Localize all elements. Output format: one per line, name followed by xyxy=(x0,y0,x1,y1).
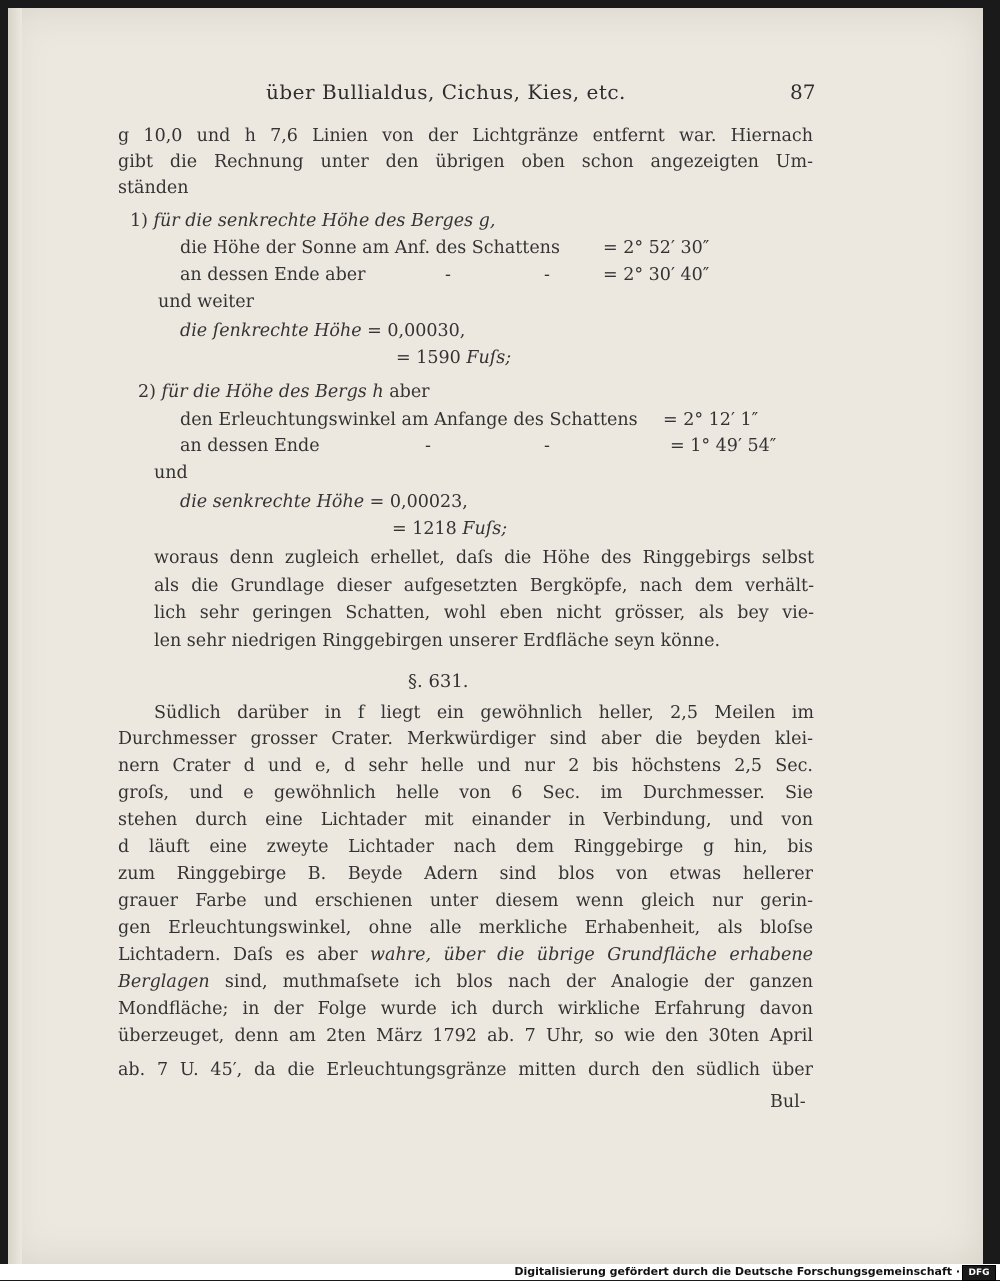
text-line: stehen durch eine Lichtader mit einander in Verbindung, und von xyxy=(118,810,813,830)
catchword: Bul- xyxy=(770,1092,806,1112)
ditto-mark: - xyxy=(445,265,451,285)
text-line xyxy=(118,974,813,992)
formula-value: = 2° 52′ 30″ xyxy=(603,238,710,258)
italic-text: wahre, über die übrige Grundfläche erhabene xyxy=(370,945,813,965)
text-line: grauer Farbe und erschienen unter diesem wenn gleich nur gerin- xyxy=(118,891,813,911)
formula-value: = 1° 49′ 54″ xyxy=(670,436,777,456)
formula-line xyxy=(180,323,465,341)
text-line: len sehr niedrigen Ringgebirgen unserer Erdfläche seyn könne. xyxy=(154,631,721,651)
formula-line xyxy=(392,521,507,539)
text-line: gibt die Rechnung unter den übrigen oben schon angezeigten Um- xyxy=(118,152,813,172)
footer-credit: Digitalisierung gefördert durch die Deutsche Forschungsgemeinschaft · xyxy=(514,1265,960,1278)
item-number: 2) xyxy=(138,382,162,402)
text-line: und weiter xyxy=(158,292,254,312)
item-number: 1) xyxy=(130,211,154,231)
formula-label: an dessen Ende aber xyxy=(180,265,366,285)
formula-heading xyxy=(130,213,495,231)
text-line: Südlich darüber in f liegt ein gewöhnlich heller, 2,5 Meilen im xyxy=(154,703,814,723)
text-line xyxy=(118,947,813,965)
text-line: überzeuget, denn am 2ten März 1792 ab. 7 Uhr, so wie den 30ten April xyxy=(118,1026,813,1046)
text-line: ab. 7 U. 45′, da die Erleuchtungsgränze mitten durch den südlich über xyxy=(118,1060,813,1080)
text-line: groſs, und e gewöhnlich helle von 6 Sec. im Durchmesser. Sie xyxy=(118,783,813,803)
italic-text: für die Höhe des Bergs h xyxy=(161,382,384,402)
text-line: und xyxy=(154,463,188,483)
text-line: Durchmesser grosser Crater. Merkwürdiger sind aber die beyden klei- xyxy=(118,729,813,749)
text-fragment: aber xyxy=(383,382,430,402)
formula-value: = 1590 xyxy=(396,348,467,368)
dfg-logo: DFG xyxy=(962,1265,996,1281)
ditto-mark: - xyxy=(544,436,550,456)
text-line: Mondfläche; in der Folge wurde ich durch wirkliche Erfahrung davon xyxy=(118,999,813,1019)
formula-value: = 2° 30′ 40″ xyxy=(603,265,710,285)
footer-bar xyxy=(0,1264,1000,1280)
italic-text: Fuſs; xyxy=(466,348,512,368)
text-line: ständen xyxy=(118,178,189,198)
text-line: lich sehr geringen Schatten, wohl eben nicht grösser, als bey vie- xyxy=(154,603,814,623)
text-line: als die Grundlage dieser aufgesetzten Bergköpfe, nach dem verhält- xyxy=(154,576,814,596)
italic-text: für die senkrechte Höhe des Berges g, xyxy=(153,211,496,231)
formula-heading xyxy=(138,384,430,402)
page-fold-shadow xyxy=(8,8,22,1264)
page-number: 87 xyxy=(790,80,816,104)
text-line: woraus denn zugleich erhellet, daſs die Höhe des Ringgebirgs selbst xyxy=(154,548,814,568)
formula-value: = 1218 xyxy=(392,519,463,539)
ditto-mark: - xyxy=(425,436,431,456)
formula-label: die Höhe der Sonne am Anf. des Schattens xyxy=(180,238,560,258)
formula-line xyxy=(396,350,511,368)
text-line: g 10,0 und h 7,6 Linien von der Lichtgränze entfernt war. Hiernach xyxy=(118,126,813,146)
text-line: gen Erleuchtungswinkel, ohne alle merkliche Erhabenheit, als bloſse xyxy=(118,918,813,938)
italic-text: Berglagen xyxy=(118,972,210,992)
formula-value: = 0,00023, xyxy=(364,492,468,512)
text-line: nern Crater d und e, d sehr helle und nur 2 bis höchstens 2,5 Sec. xyxy=(118,756,813,776)
section-heading: §. 631. xyxy=(408,671,469,692)
text-fragment: Lichtadern. Daſs es aber xyxy=(118,945,371,965)
text-fragment: sind, muthmaſsete ich blos nach der Analogie der ganzen xyxy=(209,972,813,992)
ditto-mark: - xyxy=(544,265,550,285)
formula-label: an dessen Ende xyxy=(180,436,320,456)
italic-text: die ſenkrechte Höhe xyxy=(180,321,362,341)
formula-value: = 2° 12′ 1″ xyxy=(663,410,759,430)
text-line: d läuft eine zweyte Lichtader nach dem Ringgebirge g hin, bis xyxy=(118,837,813,857)
formula-line xyxy=(180,494,468,512)
italic-text: Fuſs; xyxy=(462,519,508,539)
italic-text: die senkrechte Höhe xyxy=(180,492,365,512)
text-line: zum Ringgebirge B. Beyde Adern sind blos von etwas hellerer xyxy=(118,864,813,884)
book-page xyxy=(8,8,983,1264)
formula-value: = 0,00030, xyxy=(361,321,466,341)
formula-label: den Erleuchtungswinkel am Anfange des Schattens xyxy=(180,410,638,430)
running-title: über Bullialdus, Cichus, Kies, etc. xyxy=(266,80,626,104)
